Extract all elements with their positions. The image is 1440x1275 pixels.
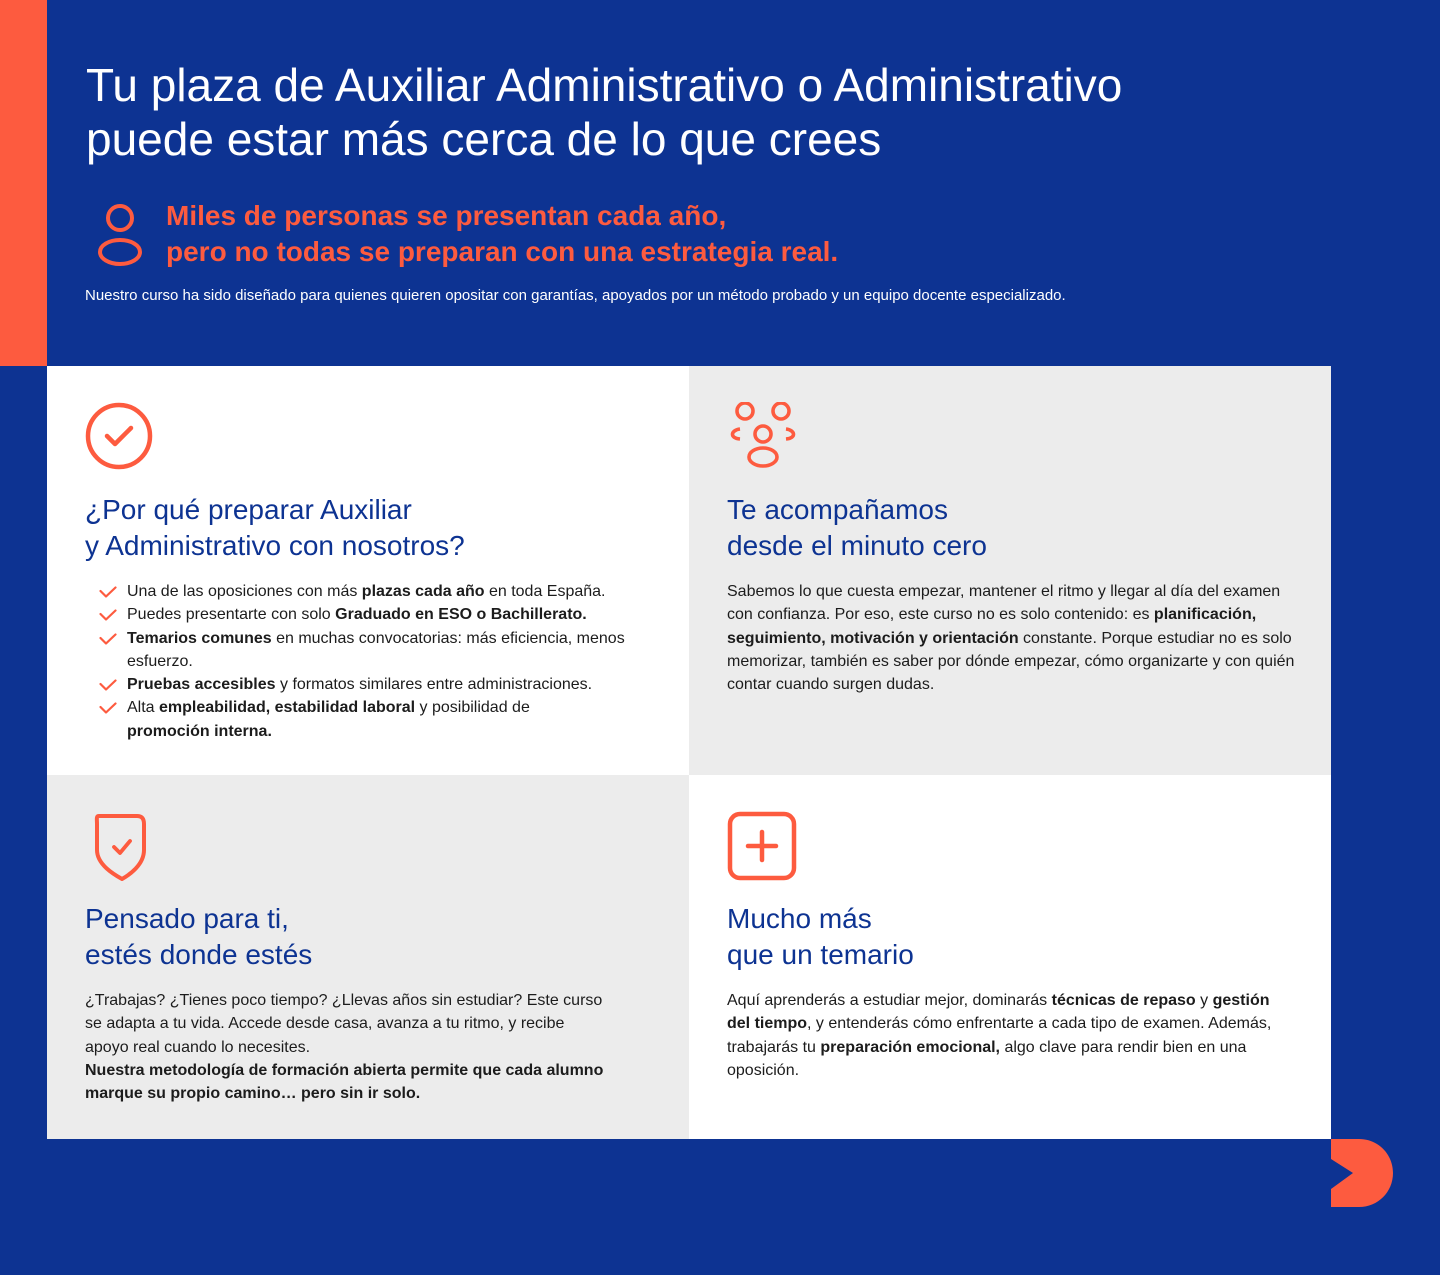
card-text: y bbox=[1195, 992, 1213, 1009]
list-item bbox=[85, 696, 665, 743]
card-for-you-text bbox=[85, 989, 605, 1105]
card-accompany-title-line-1: Te acompañamos bbox=[727, 494, 949, 525]
card-accompany-title bbox=[727, 492, 1293, 564]
list-item-bold: Graduado en ESO o Bachillerato. bbox=[335, 606, 587, 624]
card-text: Sabemos lo que cuesta empezar, mantener el ritmo y llegar al día del examen con confianza. Por eso, este curso no es solo contenido: es bbox=[727, 583, 1281, 624]
card-for-you bbox=[47, 775, 689, 1139]
page-title-line-1: Tu plaza de Auxiliar Administrativo o Administrativo bbox=[86, 59, 1123, 111]
list-item-bold: Temarios comunes bbox=[127, 629, 272, 647]
list-item-text: Una de las oposiciones con más bbox=[127, 583, 362, 600]
page-title-line-2: puede estar más cerca de lo que crees bbox=[86, 113, 882, 165]
card-text: constante. Porque estudiar no es solo memorizar, también es saber por dónde empezar, cómo organizarte y con quién contar cuando surgen dudas. bbox=[727, 629, 1295, 694]
checkmark-icon bbox=[99, 702, 117, 714]
plus-square-icon bbox=[727, 811, 799, 883]
intro-text: Nuestro curso ha sido diseñado para quienes quieren opositar con garantías, apoyados por un método probado y un equipo docente especializado. bbox=[85, 287, 1066, 304]
card-more bbox=[689, 775, 1331, 1139]
card-for-you-title-line-1: Pensado para ti, bbox=[85, 903, 289, 934]
hero-subtitle-line-2: pero no todas se preparan con una estrategia real. bbox=[166, 236, 839, 267]
accent-bar bbox=[0, 0, 47, 366]
card-why-title-line-1: ¿Por qué preparar Auxiliar bbox=[85, 494, 412, 525]
card-why-title bbox=[85, 492, 651, 564]
card-bold-text: preparación emocional, bbox=[820, 1038, 1000, 1056]
list-item bbox=[85, 603, 665, 626]
checkmark-icon bbox=[99, 679, 117, 691]
card-text: algo clave para rendir bien en una oposición. bbox=[727, 1038, 1247, 1079]
group-icon bbox=[727, 402, 799, 474]
list-item bbox=[85, 673, 665, 696]
list-item-text: Puedes presentarte con solo bbox=[127, 606, 336, 624]
list-item bbox=[85, 627, 665, 674]
list-item-bold: promoción interna. bbox=[127, 722, 272, 740]
card-bold-text: Nuestra metodología de formación abierta permite que cada alumno marque su propio camino… pero sin ir solo. bbox=[85, 1061, 604, 1103]
card-for-you-title bbox=[85, 901, 651, 973]
shield-check-icon bbox=[85, 811, 157, 883]
list-item-text: en muchas convocatorias: más eficiencia, menos esfuerzo. bbox=[127, 629, 625, 670]
card-text: Aquí aprenderás a estudiar mejor, dominarás bbox=[727, 992, 1052, 1009]
list-item-bold: empleabilidad, estabilidad laboral bbox=[159, 699, 416, 717]
card-more-title-line-1: Mucho más bbox=[727, 903, 872, 934]
card-bold-text: planificación, seguimiento, motivación y orientación bbox=[727, 606, 1257, 647]
list-item-text: en toda España. bbox=[484, 583, 606, 600]
card-more-title bbox=[727, 901, 1293, 973]
card-more-text bbox=[727, 989, 1297, 1082]
page-title bbox=[86, 58, 1286, 166]
hero-subtitle-line-1: Miles de personas se presentan cada año, bbox=[166, 200, 727, 231]
card-for-you-title-line-2: estés donde estés bbox=[85, 939, 313, 970]
card-accompany bbox=[689, 366, 1331, 775]
person-icon bbox=[96, 202, 144, 268]
card-accompany-title-line-2: desde el minuto cero bbox=[727, 530, 987, 561]
why-checklist bbox=[85, 580, 665, 743]
card-text: ¿Trabajas? ¿Tienes poco tiempo? ¿Llevas años sin estudiar? Este curso se adapta a tu vida. Accede desde casa, avanza a tu ritmo, y recibe apoyo real cuando lo necesites. bbox=[85, 992, 603, 1056]
list-item-bold: plazas cada año bbox=[361, 583, 485, 600]
card-bold-text: técnicas de repaso bbox=[1051, 992, 1196, 1009]
card-bold-text: gestión del tiempo bbox=[727, 992, 1270, 1033]
hero-subtitle bbox=[166, 198, 1066, 270]
list-item-text: y formatos similares entre administraciones. bbox=[275, 676, 593, 694]
checkmark-icon bbox=[99, 586, 117, 598]
list-item bbox=[85, 580, 665, 603]
card-accompany-text bbox=[727, 580, 1297, 696]
list-item-text: y posibilidad de bbox=[415, 699, 530, 717]
card-why bbox=[47, 366, 689, 775]
card-more-title-line-2: que un temario bbox=[727, 939, 914, 970]
list-item-bold: Pruebas accesibles bbox=[127, 676, 276, 694]
card-text: , y entenderás cómo enfrentarte a cada tipo de examen. Además, trabajarás tu bbox=[727, 1015, 1272, 1056]
checkmark-icon bbox=[99, 609, 117, 621]
card-why-title-line-2: y Administrativo con nosotros? bbox=[85, 530, 465, 561]
check-circle-icon bbox=[85, 402, 157, 474]
feature-grid bbox=[47, 366, 1331, 1139]
checkmark-icon bbox=[99, 633, 117, 645]
brand-logo-icon bbox=[1331, 1139, 1393, 1207]
list-item-text: Alta bbox=[127, 699, 160, 717]
